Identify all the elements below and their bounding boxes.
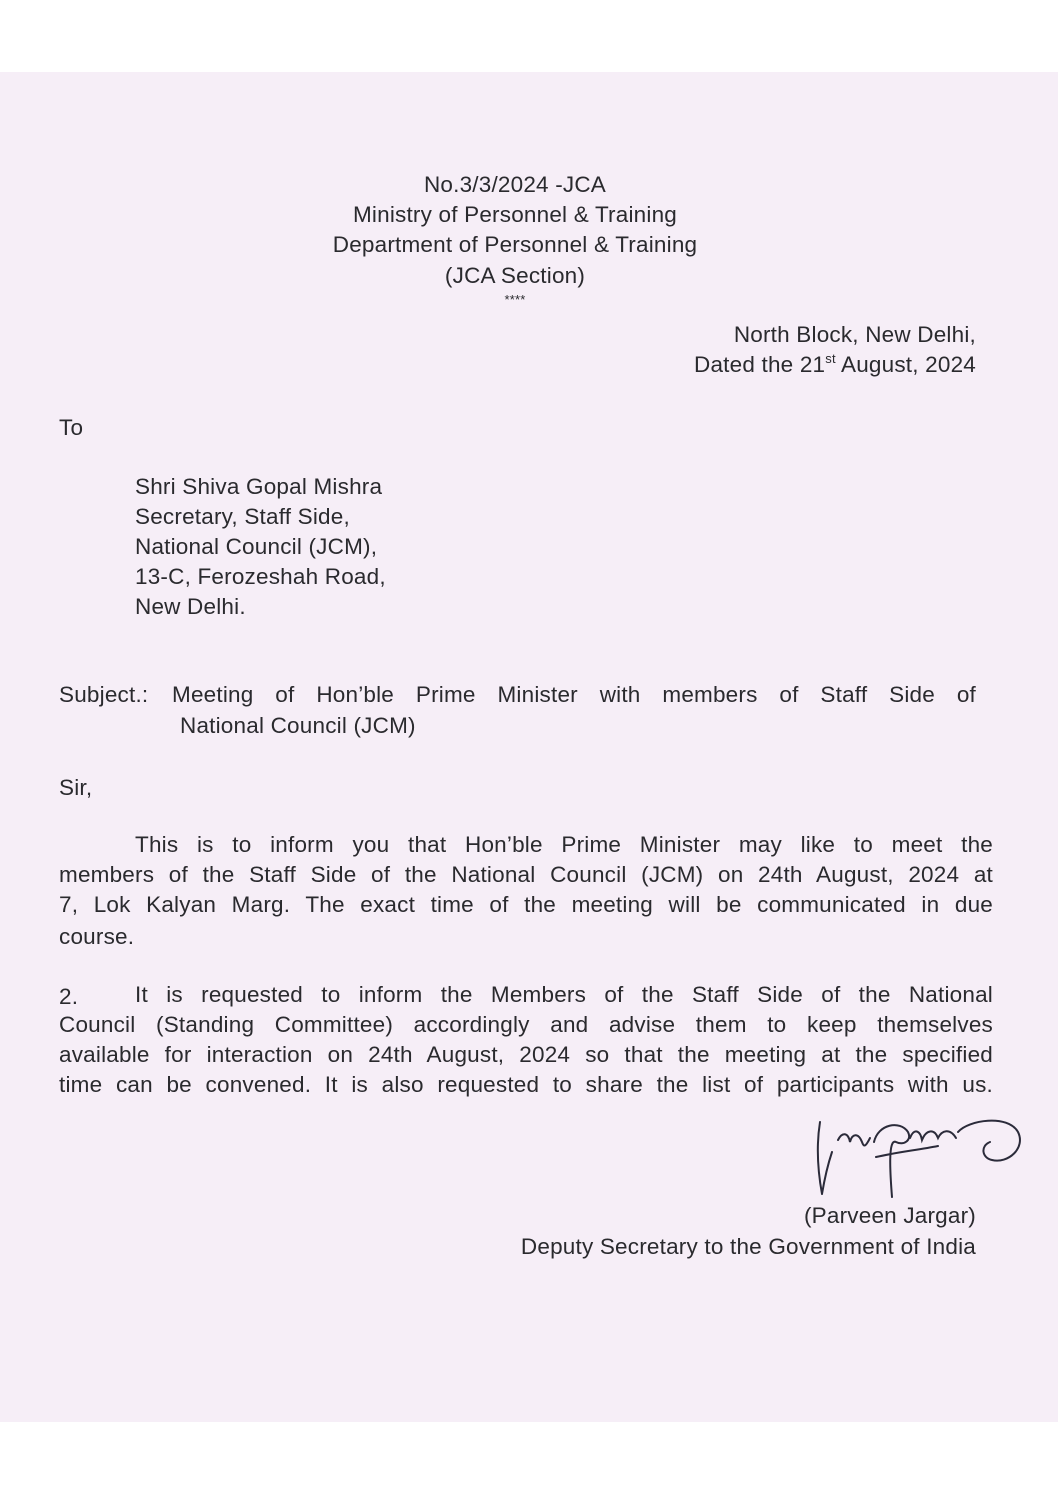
para2-number: 2. (59, 984, 79, 1009)
subject-line-2: National Council (JCM) (180, 713, 416, 738)
date-suffix: August, 2024 (835, 352, 976, 377)
addressee-name: Shri Shiva Gopal Mishra (135, 474, 383, 499)
date-superscript: st (825, 351, 836, 366)
para1-line-3: 7, Lok Kalyan Marg. The exact time of the meeting will be communicated in due (59, 892, 993, 917)
signature (808, 1102, 1028, 1212)
place: North Block, New Delhi, (733, 322, 976, 347)
signatory-designation: Deputy Secretary to the Government of India (520, 1234, 976, 1259)
ministry-name: Ministry of Personnel & Training (352, 202, 678, 227)
addressee-designation: Secretary, Staff Side, (135, 504, 350, 529)
section-name: (JCA Section) (444, 263, 586, 288)
addressee-address: 13-C, Ferozeshah Road, (135, 564, 386, 589)
header-separator: **** (504, 292, 526, 307)
signatory-name: (Parveen Jargar) (803, 1203, 976, 1228)
para2-line-4: time can be convened. It is also requested to share the list of participants with us. (59, 1072, 993, 1097)
subject-label: Subject.: (59, 682, 149, 707)
para2-line-2: Council (Standing Committee) accordingly and advise them to keep themselves (59, 1012, 993, 1037)
subject-line-1: Meeting of Hon’ble Prime Minister with members of Staff Side of (172, 682, 976, 707)
date-line (694, 350, 976, 380)
to-label: To (59, 415, 84, 440)
file-number: No.3/3/2024 -JCA (423, 172, 607, 197)
addressee-organisation: National Council (JCM), (135, 534, 378, 559)
date-prefix: Dated the 21 (694, 352, 826, 377)
para1-line-1: This is to inform you that Hon’ble Prime Minister may like to meet the (135, 832, 993, 857)
department-name: Department of Personnel & Training (332, 232, 698, 257)
para2-line-3: available for interaction on 24th August, 2024 so that the meeting at the specified (59, 1042, 993, 1067)
para2-line-1: It is requested to inform the Members of the Staff Side of the National (135, 982, 993, 1007)
addressee-city: New Delhi. (135, 594, 246, 619)
salutation: Sir, (59, 775, 93, 800)
para1-line-2: members of the Staff Side of the National Council (JCM) on 24th August, 2024 at (59, 862, 993, 887)
para1-line-4: course. (59, 924, 135, 949)
